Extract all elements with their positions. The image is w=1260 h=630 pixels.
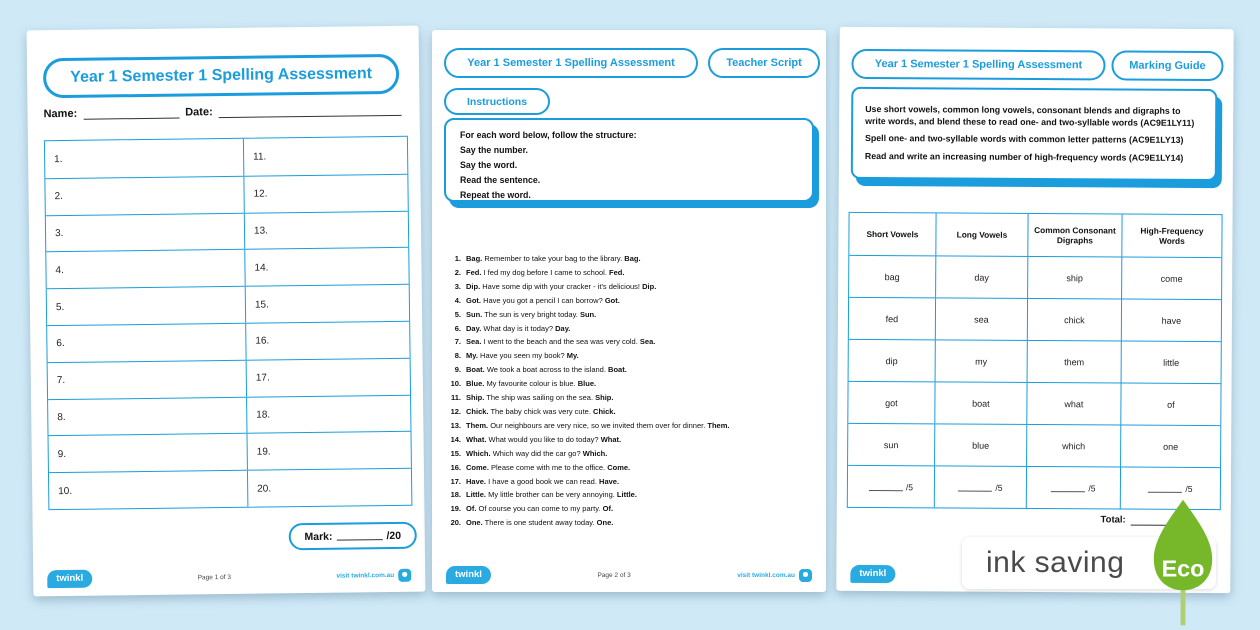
- item-repeat-word: Chick.: [593, 406, 616, 416]
- twinkl-mark-icon: [398, 568, 411, 581]
- item-text: [466, 475, 619, 489]
- worksheet-page-1: [27, 26, 426, 597]
- score-cell: [848, 466, 934, 508]
- script-item: [446, 377, 818, 391]
- date-label: Date:: [185, 106, 213, 119]
- script-item: [446, 335, 818, 349]
- short-vowel-cell: got: [885, 397, 898, 408]
- page2-footer: [446, 566, 812, 584]
- item-text: [466, 405, 616, 419]
- mark-label: Mark:: [304, 530, 333, 543]
- item-sentence: Which way did the car go?: [492, 448, 581, 458]
- twinkl-logo: twinkl: [47, 570, 92, 589]
- marking-table-header: [849, 213, 1221, 257]
- instruction-line: Read the sentence.: [460, 175, 541, 185]
- marking-table: [847, 212, 1223, 510]
- digraph-cell: ship: [1027, 257, 1121, 299]
- item-repeat-word: Have.: [599, 476, 620, 486]
- script-item: [446, 349, 818, 363]
- item-repeat-word: Little.: [616, 490, 637, 500]
- item-text: [466, 377, 596, 391]
- answer-cell-left: 6.: [56, 338, 65, 350]
- item-sentence: My little brother can be very annoying.: [488, 490, 615, 500]
- twinkl-logo: twinkl: [446, 566, 491, 584]
- score-cell: [934, 466, 1026, 508]
- item-sentence: Our neighbours are very nice, so we invited them over for dinner.: [490, 420, 706, 430]
- item-text: [466, 349, 579, 363]
- item-number: 4.: [454, 295, 461, 305]
- page1-footer: [47, 566, 411, 588]
- item-number: 14.: [450, 434, 461, 444]
- item-word: Have.: [466, 476, 487, 486]
- score-denominator: /5: [1185, 483, 1193, 494]
- script-item: [446, 294, 818, 308]
- high-frequency-cell: one: [1120, 426, 1220, 468]
- item-number: 19.: [450, 504, 461, 514]
- item-sentence: We took a boat across to the island.: [486, 365, 606, 375]
- instructions-tab: Instructions: [444, 88, 550, 115]
- item-text: [466, 461, 630, 475]
- item-sentence: The sun is very bright today.: [484, 309, 578, 319]
- item-text: [466, 391, 613, 405]
- answer-cell-right: 16.: [245, 322, 409, 360]
- answer-row: [48, 394, 410, 435]
- item-text: [466, 488, 637, 502]
- worksheet-page-2: [432, 30, 826, 592]
- item-text: [466, 322, 570, 336]
- item-number: 13.: [450, 420, 461, 430]
- twinkl-mark-icon: [799, 569, 812, 582]
- short-vowel-cell: fed: [885, 313, 899, 324]
- item-repeat-word: Blue.: [577, 379, 597, 389]
- answer-row: [49, 468, 411, 509]
- criteria-line: Use short vowels, common long vowels, consonant blends and digraphs to write words, and blend these to read one- and two-syllable words (AC9E1LY11): [865, 103, 1195, 128]
- item-word: Them.: [466, 420, 489, 430]
- item-word: Ship.: [466, 393, 485, 403]
- item-sentence: Remember to take your bag to the library.: [484, 254, 623, 263]
- score-denominator: /5: [1088, 482, 1096, 493]
- word-row: [848, 381, 1220, 425]
- name-line: [83, 107, 179, 120]
- script-item: [446, 322, 818, 336]
- item-text: [466, 252, 641, 266]
- score-line: [958, 483, 992, 491]
- item-number: 18.: [450, 490, 461, 500]
- instruction-line: Say the word.: [460, 160, 518, 170]
- item-repeat-word: Them.: [707, 420, 730, 430]
- long-vowel-cell: blue: [934, 424, 1026, 466]
- script-item: [446, 419, 818, 433]
- answer-cell-left: 1.: [54, 153, 63, 165]
- column-header: High-Frequency Words: [1121, 215, 1221, 258]
- digraph-cell: chick: [1027, 299, 1121, 341]
- word-row: [848, 423, 1220, 467]
- item-repeat-word: Which.: [582, 448, 608, 458]
- item-number: 7.: [454, 337, 461, 347]
- item-sentence: My favourite colour is blue.: [486, 379, 576, 389]
- item-sentence: I have a good book we can read.: [488, 476, 597, 486]
- item-word: Bag.: [466, 254, 483, 263]
- script-item: [446, 447, 818, 461]
- item-repeat-word: Ship.: [595, 393, 614, 403]
- column-header: Common Consonant Digraphs: [1027, 214, 1121, 257]
- answer-table: [44, 136, 412, 510]
- item-sentence: I fed my dog before I came to school.: [483, 267, 607, 277]
- item-number: 10.: [450, 379, 461, 389]
- item-sentence: Of course you can come to my party.: [478, 504, 601, 514]
- item-word: Sun.: [466, 309, 483, 319]
- item-repeat-word: Come.: [607, 462, 631, 472]
- answer-row: [49, 431, 411, 472]
- item-word: Come.: [466, 462, 489, 472]
- high-frequency-cell: have: [1121, 300, 1221, 342]
- item-sentence: The baby chick was very cute.: [490, 406, 591, 416]
- score-denominator: /5: [995, 482, 1003, 493]
- page2-title: Year 1 Semester 1 Spelling Assessment: [444, 48, 698, 78]
- item-text: [466, 308, 596, 322]
- digraph-cell: which: [1026, 425, 1120, 467]
- item-number: 8.: [454, 351, 461, 361]
- long-vowel-cell: day: [935, 256, 1027, 298]
- answer-cell-right: 15.: [245, 285, 409, 323]
- script-item: [446, 488, 818, 502]
- word-row: [849, 297, 1221, 341]
- twinkl-logo: twinkl: [850, 565, 895, 583]
- item-repeat-word: Dip.: [642, 281, 657, 291]
- score-line: [869, 482, 903, 490]
- item-text: [466, 335, 655, 349]
- item-number: 12.: [450, 406, 461, 416]
- site-link: visit twinkl.com.au: [336, 571, 395, 580]
- item-sentence: Have you got a pencil I can borrow?: [483, 295, 603, 305]
- high-frequency-cell: come: [1121, 258, 1221, 300]
- script-item: [446, 433, 818, 447]
- criteria-line: Read and write an increasing number of high-frequency words (AC9E1LY14): [864, 150, 1184, 163]
- answer-cell-right: 13.: [244, 211, 408, 249]
- item-word: Boat.: [466, 365, 485, 375]
- answer-cell-left: 10.: [58, 485, 73, 497]
- item-number: 9.: [454, 365, 461, 375]
- score-cell: [1026, 467, 1120, 509]
- item-repeat-word: Fed.: [609, 267, 625, 277]
- answer-row: [45, 137, 407, 178]
- word-row: [849, 339, 1221, 383]
- mark-score: /20: [386, 529, 402, 542]
- answer-cell-right: 20.: [247, 469, 411, 507]
- column-header: Long Vowels: [935, 213, 1027, 256]
- item-sentence: What day is it today?: [483, 323, 554, 333]
- answer-cell-right: 14.: [244, 248, 408, 286]
- item-word: Chick.: [466, 406, 489, 416]
- item-repeat-word: One.: [596, 518, 614, 528]
- item-number: 15.: [450, 448, 461, 458]
- answer-cell-right: 19.: [247, 432, 411, 470]
- script-item: [446, 516, 818, 530]
- item-word: Blue.: [466, 379, 485, 389]
- answer-cell-right: 12.: [243, 175, 407, 213]
- answer-row: [46, 210, 408, 251]
- instruction-line: Repeat the word.: [460, 190, 531, 200]
- answer-cell-right: 11.: [243, 137, 407, 176]
- long-vowel-cell: boat: [934, 382, 1026, 424]
- total-label: Total:: [1100, 514, 1126, 526]
- item-word: My.: [466, 351, 478, 361]
- answer-row: [47, 321, 409, 362]
- long-vowel-cell: sea: [935, 298, 1027, 340]
- item-repeat-word: Of.: [602, 504, 614, 514]
- item-sentence: Please come with me to the office.: [491, 462, 606, 472]
- answer-cell-right: 18.: [246, 395, 410, 433]
- script-item: [446, 252, 818, 266]
- item-word: What.: [466, 434, 487, 444]
- item-repeat-word: Sun.: [579, 309, 597, 319]
- item-word: Little.: [466, 490, 486, 500]
- mark-box: [289, 522, 417, 551]
- eco-label: Eco: [1161, 555, 1205, 582]
- high-frequency-cell: little: [1121, 342, 1221, 384]
- teacher-script-badge: Teacher Script: [708, 48, 820, 78]
- page-number: Page 1 of 3: [197, 573, 231, 581]
- item-text: [466, 433, 621, 447]
- mark-line: [336, 531, 382, 541]
- item-sentence: What would you like to do today?: [488, 434, 599, 444]
- script-item: [446, 391, 818, 405]
- date-line: [219, 104, 402, 118]
- script-item: [446, 266, 818, 280]
- script-item: [446, 280, 818, 294]
- score-denominator: /5: [905, 481, 913, 492]
- footer-right: [336, 568, 411, 582]
- item-repeat-word: Day.: [555, 323, 571, 333]
- short-vowel-cell: sun: [883, 439, 899, 450]
- long-vowel-cell: my: [935, 340, 1027, 382]
- answer-cell-left: 2.: [54, 191, 64, 203]
- answer-row: [47, 284, 409, 325]
- eco-leaf-icon: [1146, 497, 1220, 628]
- item-repeat-word: Boat.: [608, 365, 627, 375]
- answer-cell-left: 4.: [55, 264, 64, 276]
- item-repeat-word: What.: [600, 434, 622, 444]
- instruction-line: Say the number.: [460, 145, 528, 155]
- score-line: [1148, 484, 1182, 492]
- item-repeat-word: Got.: [604, 295, 620, 305]
- item-text: [466, 516, 613, 530]
- script-item: [446, 405, 818, 419]
- script-item: [446, 461, 818, 475]
- site-link: visit twinkl.com.au: [737, 571, 795, 579]
- item-sentence: The ship was sailing on the sea.: [486, 393, 594, 403]
- item-number: 2.: [454, 267, 461, 277]
- script-item: [446, 363, 818, 377]
- item-repeat-word: Sea.: [639, 337, 656, 347]
- item-word: One.: [466, 518, 483, 528]
- page3-title: Year 1 Semester 1 Spelling Assessment: [851, 49, 1105, 81]
- item-word: Dip.: [466, 281, 481, 291]
- marking-guide-badge: Marking Guide: [1111, 50, 1223, 81]
- instructions-box: [444, 118, 814, 202]
- item-text: [466, 266, 624, 280]
- criteria-line: Spell one- and two-syllable words with common letter patterns (AC9E1LY13): [865, 132, 1184, 145]
- column-header: Short Vowels: [866, 228, 919, 240]
- item-sentence: Have some dip with your cracker - it's delicious!: [482, 281, 641, 291]
- curriculum-criteria-box: [851, 87, 1218, 181]
- high-frequency-cell: of: [1120, 384, 1220, 426]
- score-line: [1051, 484, 1085, 492]
- item-text: [466, 363, 627, 377]
- item-word: Day.: [466, 323, 482, 333]
- item-number: 16.: [450, 462, 461, 472]
- page-number: Page 2 of 3: [597, 571, 631, 579]
- script-item: [446, 308, 818, 322]
- item-number: 11.: [450, 393, 461, 403]
- item-number: 6.: [454, 323, 461, 333]
- item-text: [466, 502, 613, 516]
- footer-right: [737, 569, 812, 582]
- short-vowel-cell: bag: [884, 271, 900, 282]
- item-repeat-word: Bag.: [624, 254, 641, 263]
- answer-row: [45, 174, 407, 215]
- answer-cell-left: 3.: [54, 227, 64, 240]
- item-word: Sea.: [466, 337, 482, 347]
- script-item: [446, 475, 818, 489]
- name-label: Name:: [43, 107, 78, 121]
- item-text: [466, 294, 620, 308]
- script-item: [446, 502, 818, 516]
- answer-cell-left: 9.: [57, 448, 67, 460]
- item-word: Which.: [466, 448, 491, 458]
- ink-saving-label: ink saving: [986, 546, 1125, 579]
- item-number: 20.: [450, 518, 461, 528]
- answer-cell-left: 8.: [57, 411, 66, 424]
- short-vowel-cell: dip: [885, 355, 898, 366]
- item-word: Of.: [466, 504, 477, 514]
- item-text: [466, 280, 656, 294]
- item-repeat-word: My.: [566, 351, 579, 361]
- item-word: Got.: [466, 295, 481, 305]
- answer-cell-left: 7.: [56, 375, 66, 387]
- item-text: [466, 419, 729, 433]
- answer-cell-right: 17.: [246, 359, 410, 397]
- item-word: Fed.: [466, 267, 482, 277]
- item-number: 3.: [454, 281, 461, 291]
- answer-row: [46, 247, 408, 288]
- teacher-script-list: [446, 252, 818, 530]
- item-sentence: There is one student away today.: [484, 518, 595, 528]
- digraph-cell: what: [1026, 383, 1120, 425]
- digraph-cell: them: [1027, 341, 1121, 383]
- item-sentence: I went to the beach and the sea was very cold.: [483, 337, 638, 347]
- instruction-line: For each word below, follow the structure:: [460, 130, 637, 140]
- item-number: 5.: [454, 309, 461, 319]
- item-sentence: Have you seen my book?: [480, 351, 565, 361]
- item-number: 1.: [454, 254, 461, 263]
- page1-title: Year 1 Semester 1 Spelling Assessment: [43, 54, 399, 98]
- name-date-row: [44, 104, 408, 120]
- item-text: [466, 447, 607, 461]
- item-number: 17.: [450, 476, 461, 486]
- answer-row: [48, 358, 410, 399]
- word-row: [849, 255, 1221, 299]
- answer-cell-left: 5.: [55, 301, 65, 313]
